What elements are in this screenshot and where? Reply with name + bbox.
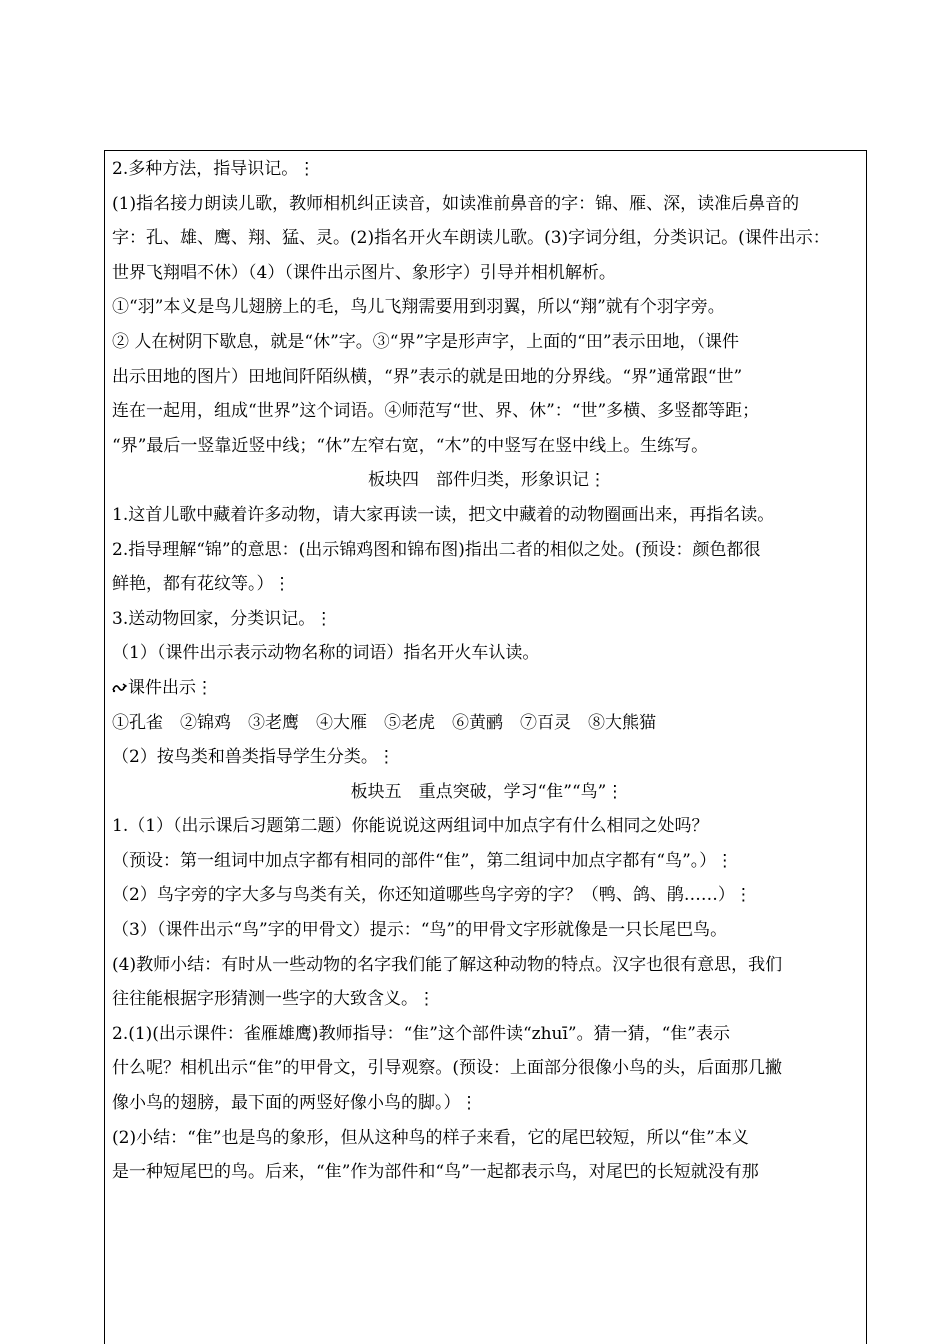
text-line: ② 人在树阴下歇息，就是“休”字。③“界”字是形声字，上面的“田”表示田地，（课件 <box>112 331 740 352</box>
courseware-line <box>112 671 862 706</box>
text-line: （1）（课件出示表示动物名称的词语）指名开火车认读。 <box>112 643 540 664</box>
text-line: 什么呢？相机出示“隹”的甲骨文，引导观察。(预设：上面部分很像小鸟的头，后面那几撇 <box>112 1058 783 1079</box>
text-line: 出示田地的图片）田地间阡陌纵横，“界”表示的就是田地的分界线。“界”通常跟“世” <box>112 366 743 387</box>
text-line: （2）按鸟类和兽类指导学生分类。⋮ <box>112 747 395 768</box>
text-line: （2）鸟字旁的字大多与鸟类有关，你还知道哪些鸟字旁的字？（鸭、鸽、鹃……）⋮ <box>112 885 752 906</box>
text-line: （预设：第一组词中加点字都有相同的部件“隹”，第二组词中加点字都有“鸟”。）⋮ <box>112 850 734 871</box>
text-line: ①“羽”本义是鸟儿翅膀上的毛，鸟儿飞翔需要用到羽翼，所以“翔”就有个羽字旁。 <box>112 297 725 318</box>
section-heading: 板块四 部件归类，形象识记⋮ <box>368 470 606 491</box>
text-line: 1.（1）（出示课后习题第二题）你能说说这两组词中加点字有什么相同之处吗？ <box>112 816 709 837</box>
text-line: 3.送动物回家，分类识记。⋮ <box>112 608 333 629</box>
text-line: 连在一起用，组成“世界”这个词语。④师范写“世、界、休”：“世”多横、多竖都等距； <box>112 401 760 422</box>
text-line: 2.多种方法，指导识记。⋮ <box>112 159 316 179</box>
text-line: 世界飞翔唱不休）（4）（课件出示图片、象形字）引导并相机解析。 <box>112 262 616 283</box>
text-line: “界”最后一竖靠近竖中线；“休”左窄右宽，“木”的中竖写在竖中线上。生练写。 <box>112 435 709 456</box>
text-line: 2.(1)(出示课件：雀雁雄鹰)教师指导：“隹”这个部件读“zhuī”。猜一猜，“隹”表示 <box>112 1023 731 1044</box>
animal-list: ①孔雀 ②锦鸡 ③老鹰 ④大雁 ⑤老虎 ⑥黄鹂 ⑦百灵 ⑧大熊猫 <box>112 712 656 733</box>
text-line: (1)指名接力朗读儿歌，教师相机纠正读音，如读准前鼻音的字：锦、雁、深，读准后鼻音的 <box>112 193 800 214</box>
text-line: 2.指导理解“锦”的意思：(出示锦鸡图和锦布图)指出二者的相似之处。(预设：颜色都很 <box>112 539 761 560</box>
lesson-plan-text <box>112 152 862 1190</box>
text-line: 像小鸟的翅膀，最下面的两竖好像小鸟的脚。）⋮ <box>112 1093 478 1114</box>
text-line: （3）（课件出示“鸟”字的甲骨文）提示：“鸟”的甲骨文字形就像是一只长尾巴鸟。 <box>112 920 728 941</box>
text-line: 字：孔、雄、鹰、翔、猛、灵。(2)指名开火车朗读儿歌。(3)字词分组，分类识记。(课件出示： <box>112 228 830 249</box>
text-line: 往往能根据字形猜测一些字的大致含义。⋮ <box>112 989 435 1010</box>
text-line: (4)教师小结：有时从一些动物的名字我们能了解这种动物的特点。汉字也很有意思，我们 <box>112 954 783 975</box>
text-line: (2)小结：“隹”也是鸟的象形，但从这种鸟的样子来看，它的尾巴较短，所以“隹”本义 <box>112 1127 749 1148</box>
text-line: 鲜艳，都有花纹等。）⋮ <box>112 574 291 595</box>
squiggle-arrow-icon <box>112 682 128 694</box>
text-line: 1.这首儿歌中藏着许多动物，请大家再读一读，把文中藏着的动物圈画出来，再指名读。 <box>112 504 775 525</box>
courseware-label: 课件出示⋮ <box>128 677 213 698</box>
text-line: 是一种短尾巴的鸟。后来，“隹”作为部件和“鸟”一起都表示鸟，对尾巴的长短就没有那 <box>112 1162 759 1183</box>
section-heading: 板块五 重点突破，学习“隹”“鸟”⋮ <box>350 781 624 802</box>
